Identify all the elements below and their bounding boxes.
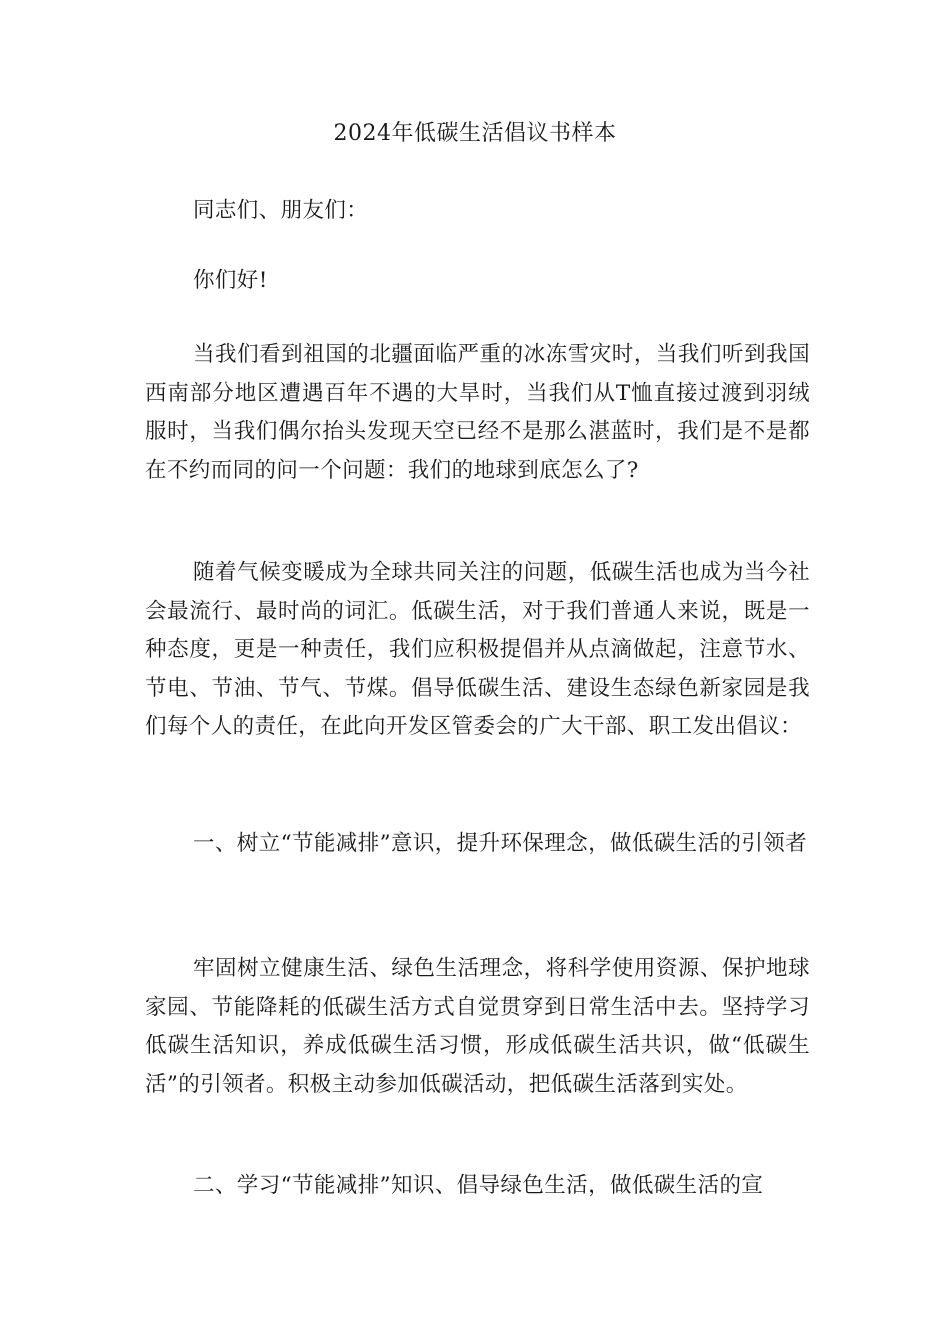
- section-heading-1: 一、树立“节能减排”意识，提升环保理念，做低碳生活的引领者: [193, 831, 808, 856]
- greeting: 你们好!: [193, 268, 268, 293]
- section-body-1: 牢固树立健康生活、绿色生活理念，将科学使用资源、保护地球家园、节能降耗的低碳生活方式自觉贯穿到日常生活中去。坚持学习低碳生活知识，养成低碳生活习惯，形成低碳生活共识，做“低碳生活”的引领者。积极主动参加低碳活动，把低碳生活落到实处。: [145, 956, 810, 1097]
- salutation: 同志们、朋友们：: [193, 198, 369, 223]
- section-heading-2: 二、学习“节能减排”知识、倡导绿色生活，做低碳生活的宣: [193, 1173, 764, 1198]
- paragraph-background: 随着气候变暖成为全球共同关注的问题，低碳生活也成为当今社会最流行、最时尚的词汇。低碳生活，对于我们普通人来说，既是一种态度，更是一种责任，我们应积极提倡并从点滴做起，注意节水、节电、节油、节气、节煤。倡导低碳生活、建设生态绿色新家园是我们每个人的责任，在此向开发区管委会的广大干部、职工发出倡议：: [145, 560, 810, 739]
- document-title: 2024年低碳生活倡议书样本: [333, 121, 617, 146]
- paragraph-intro: 当我们看到祖国的北疆面临严重的冰冻雪灾时，当我们听到我国西南部分地区遭遇百年不遇的大旱时，当我们从T恤直接过渡到羽绒服时，当我们偶尔抬头发现天空已经不是那么湛蓝时，我们是不是都在不约而同的问一个问题：我们的地球到底怎么了?: [145, 342, 810, 483]
